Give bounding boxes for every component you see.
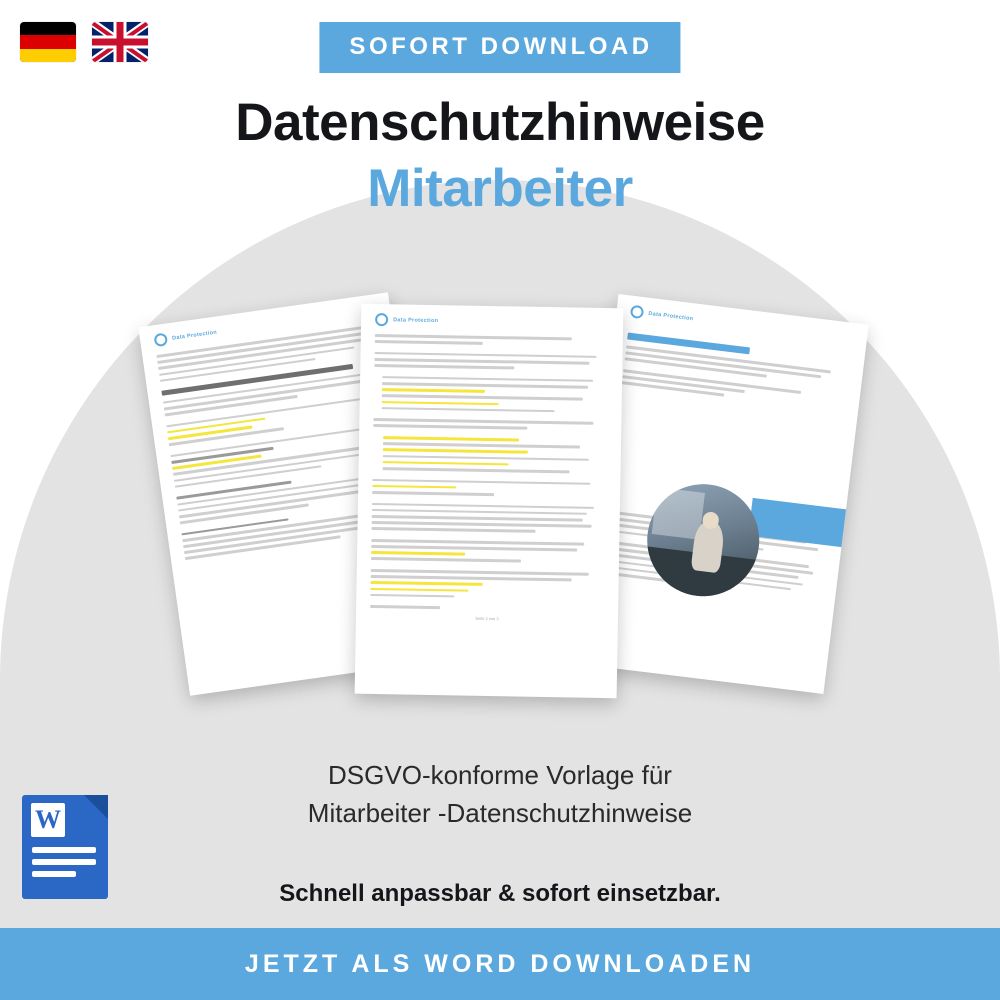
shield-logo-icon xyxy=(630,305,644,319)
document-preview-middle xyxy=(355,304,624,699)
document-page-footer: Seite 2 von 3 xyxy=(475,615,499,622)
page-title-line1: Datenschutzhinweise xyxy=(235,93,765,152)
page-title-line2: Mitarbeiter xyxy=(367,159,633,218)
instant-download-badge: SOFORT DOWNLOAD xyxy=(319,22,680,73)
download-cta-button[interactable]: JETZT ALS WORD DOWNLOADEN xyxy=(0,928,1000,1000)
document-body-middle xyxy=(356,326,623,624)
document-brand-right: Data Protection xyxy=(648,310,694,322)
document-brand-left: Data Protection xyxy=(171,328,218,342)
caption-subline: Schnell anpassbar & sofort einsetzbar. xyxy=(279,880,721,907)
document-brand-middle: Data Protection xyxy=(393,316,439,324)
shield-logo-icon xyxy=(375,313,388,326)
word-letter: W xyxy=(31,803,65,837)
word-document-icon xyxy=(22,795,108,899)
caption-line2: Mitarbeiter -Datenschutzhinweise xyxy=(307,798,693,828)
caption-line1: DSGVO-konforme Vorlage für xyxy=(328,760,672,790)
